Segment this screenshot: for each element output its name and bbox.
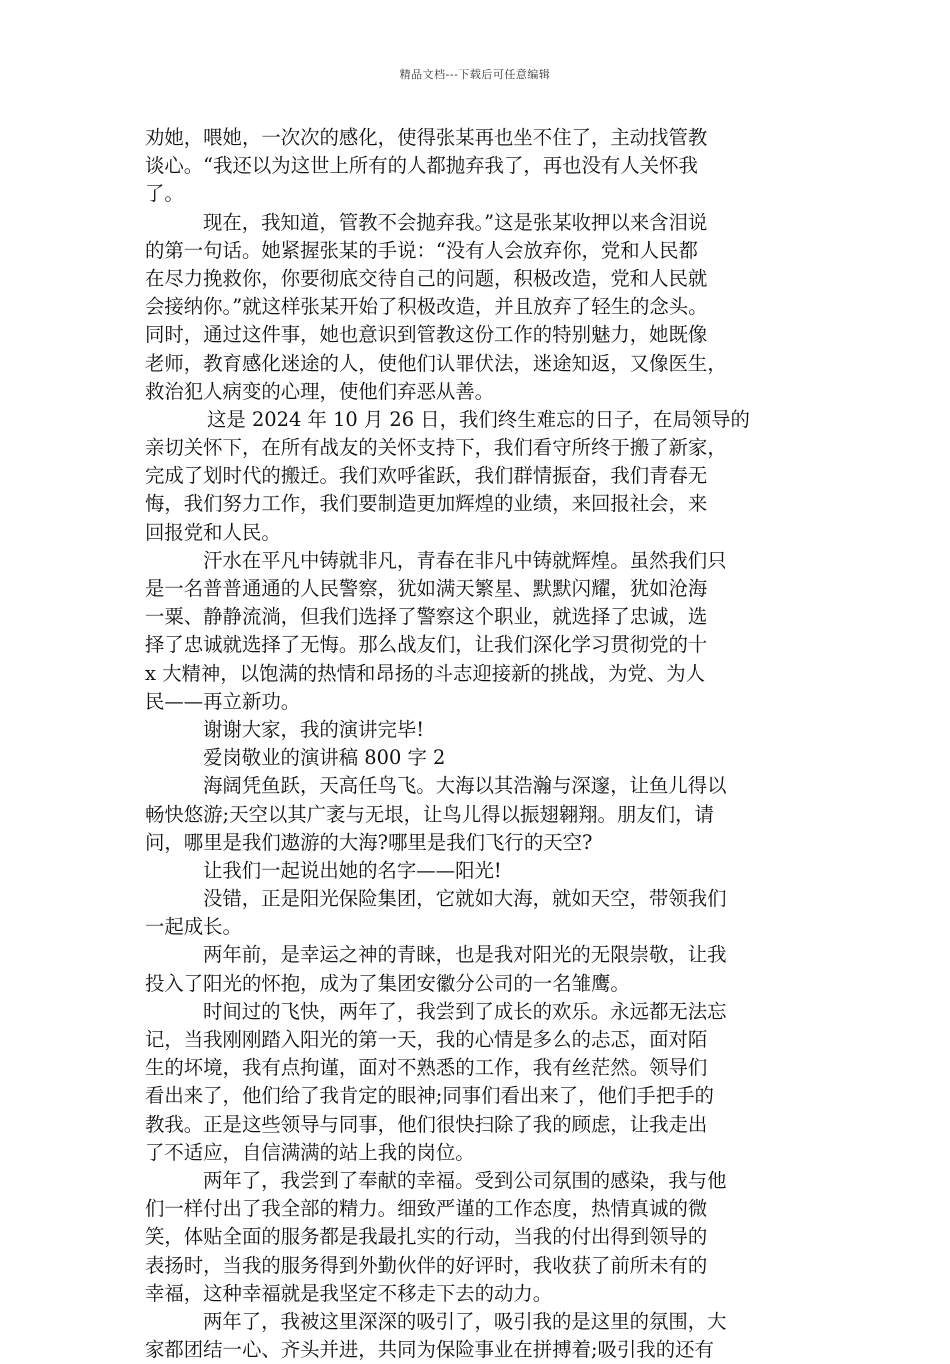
text-line: 畅快悠游;天空以其广袤与无垠，让鸟儿得以振翅翱翔。朋友们，请 [145,802,714,826]
text-line: 生的坏境，我有点拘谨，面对不熟悉的工作，我有丝茫然。领导们 [145,1056,708,1080]
text-line: 是一名普普通通的人民警察，犹如满天繁星、默默闪耀，犹如沧海 [145,577,708,600]
text-line: 了不适应，自信满满的站上我的岗位。 [145,1140,475,1164]
text-line: x 大精神，以饱满的热情和昂扬的斗志迎接新的挑战，为党、为人 [145,661,706,685]
text-line: 老师，教育感化迷途的人，使他们认罪伏法，迷途知返，又像医生， [145,351,727,375]
text-line: 两年前，是幸运之神的青睐，也是我对阳光的无限崇敬，让我 [203,943,727,967]
text-line: 劝她，喂她，一次次的感化，使得张某再也坐不住了，主动找管教 [145,126,708,149]
text-line: 民——再立新功。 [145,689,301,713]
text-line: 投入了阳光的怀抱，成为了集团安徽分公司的一名雏鹰。 [145,971,630,995]
text-line: 汗水在平凡中铸就非凡，青春在非凡中铸就辉煌。虽然我们只 [203,548,727,572]
text-line: 们一样付出了我全部的精力。细致严谨的工作态度，热情真诚的微 [145,1197,708,1221]
text-line: 爱岗敬业的演讲稿 800 字 2 [203,746,446,770]
text-line: 完成了划时代的搬迁。我们欢呼雀跃，我们群情振奋，我们青春无 [145,464,708,488]
text-line: 家都团结一心、齐头并进，共同为保险事业在拼搏着;吸引我的还有 [145,1338,714,1362]
text-line: 一粟、静静流淌，但我们选择了警察这个职业，就选择了忠诚，选 [145,605,708,629]
text-line: 让我们一起说出她的名字——阳光! [203,858,502,882]
document-body [145,124,807,1364]
text-line: 幸福，这种幸福就是我坚定不移走下去的动力。 [145,1281,553,1305]
page-header: 精品文档---下载后可任意编辑 [399,68,551,81]
text-line: 两年了，我被这里深深的吸引了，吸引我的是这里的氛围，大 [203,1309,727,1333]
text-line: 问，哪里是我们遨游的大海?哪里是我们飞行的天空? [145,830,593,854]
text-line: 的第一句话。她紧握张某的手说：“没有人会放弃你，党和人民都 [145,238,698,262]
text-line: 悔，我们努力工作，我们要制造更加辉煌的业绩，来回报社会，来 [145,492,708,516]
text-line: 表扬时，当我的服务得到外勤伙伴的好评时，我收获了前所未有的 [145,1253,708,1277]
text-line: 回报党和人民。 [145,520,281,544]
text-line: 时间过的飞快，两年了，我尝到了成长的欢乐。永远都无法忘 [203,999,727,1023]
text-line: 亲切关怀下，在所有战友的关怀支持下，我们看守所终于搬了新家， [145,436,727,460]
text-line: 这是 2024 年 10 月 26 日，我们终生难忘的日子，在局领导的 [207,407,750,431]
text-line: 看出来了，他们给了我肯定的眼神;同事们看出来了，他们手把手的 [145,1084,714,1108]
text-line: 在尽力挽救你，你要彻底交待自己的问题，积极改造，党和人民就 [145,266,708,290]
text-line: 救治犯人病变的心理，使他们弃恶从善。 [145,379,495,403]
text-line: 谢谢大家，我的演讲完毕! [203,717,425,741]
text-line: 笑，体贴全面的服务都是我最扎实的行动，当我的付出得到领导的 [145,1225,708,1249]
text-line: 一起成长。 [145,915,242,939]
text-line: 同时，通过这件事，她也意识到管教这份工作的特别魅力，她既像 [145,323,708,347]
text-line: 教我。正是这些领导与同事，他们很快扫除了我的顾虑，让我走出 [145,1112,708,1136]
text-line: 两年了，我尝到了奉献的幸福。受到公司氛围的感染，我与他 [203,1168,727,1192]
text-line: 会接纳你。”就这样张某开始了积极改造，并且放弃了轻生的念头。 [145,295,708,319]
text-line: 没错，正是阳光保险集团，它就如大海，就如天空，带领我们 [203,887,727,911]
text-line: 现在，我知道，管教不会抛弃我。”这是张某收押以来含泪说 [203,210,708,234]
text-line: 谈心。“我还以为这世上所有的人都抛弃我了，再也没有人关怀我 [145,154,698,178]
text-line: 记，当我刚刚踏入阳光的第一天，我的心情是多么的忐忑，面对陌 [145,1028,708,1051]
text-line: 了。 [145,182,184,206]
text-line: 海阔凭鱼跃，天高任鸟飞。大海以其浩瀚与深邃，让鱼儿得以 [203,774,727,798]
text-line: 择了忠诚就选择了无悔。那么战友们，让我们深化学习贯彻党的十 [145,633,708,657]
